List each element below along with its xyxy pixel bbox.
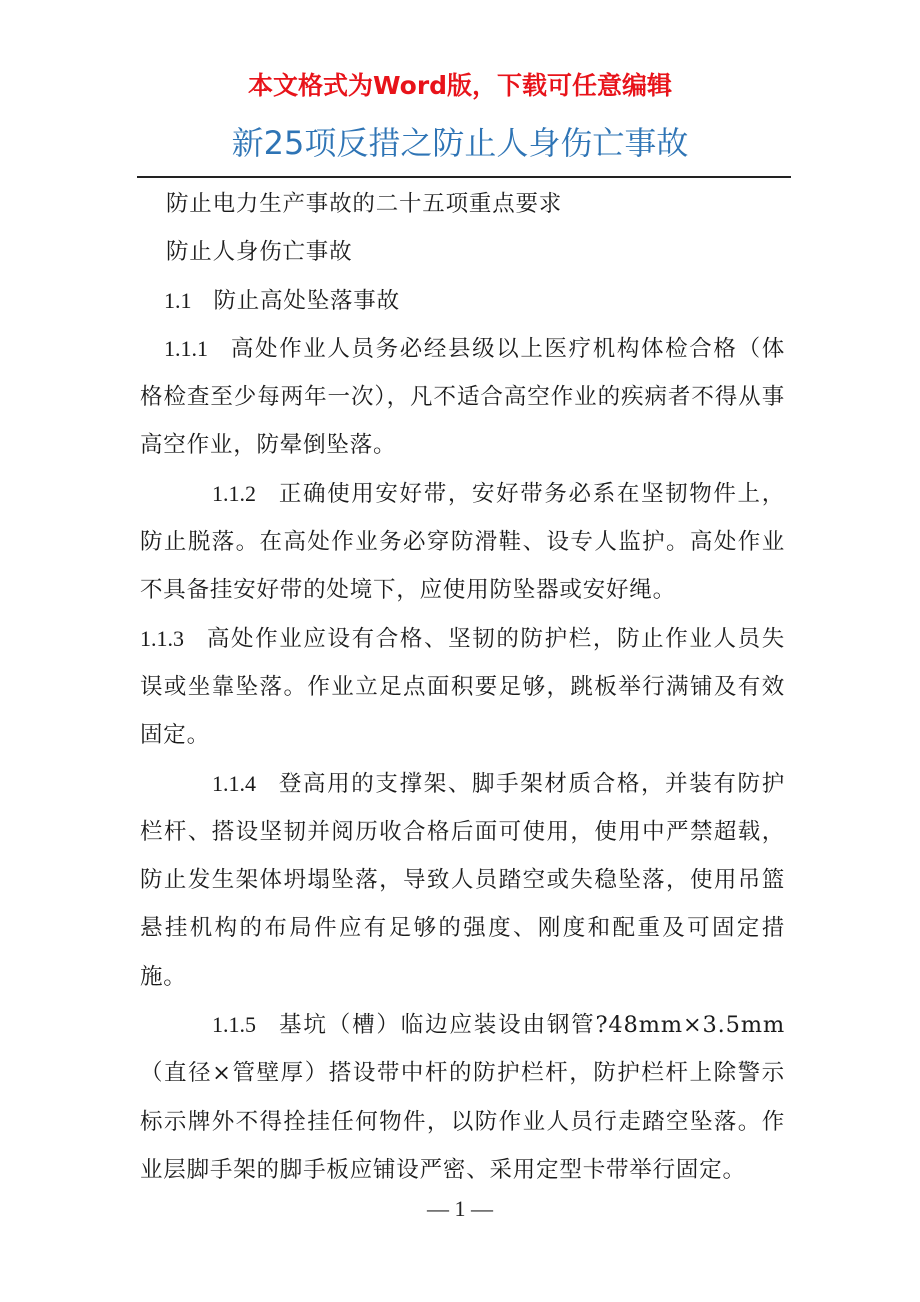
clause-text: 防止高处坠落事故 (213, 287, 400, 314)
clause-number: 1.1 (164, 287, 192, 313)
clause-number: 1.1.1 (164, 335, 208, 361)
clause-number: 1.1.5 (212, 1012, 256, 1038)
download-banner: 本文格式为Word版，下载可任意编辑 (247, 71, 673, 100)
clause-text: 基坑（槽）临边应装设由钢管?48mm×3.5mm（直径×管壁厚）搭设带中杆的防护栏杆，防护栏杆上除警示标示牌外不得拴挂任何物件，以防作业人员行走踏空坠落。作业层脚手架的脚手板应铺设严密、采用定型卡带举行固定。 (140, 1012, 785, 1183)
clause-1-1 (140, 277, 785, 325)
paragraph-intro: 防止电力生产事故的二十五项重点要求 (166, 191, 563, 217)
clause-text: 高处作业应设有合格、坚韧的防护栏，防止作业人员失误或坐靠坠落。作业立足点面积要足够，跳板举行满铺及有效固定。 (140, 625, 785, 749)
clause-number: 1.1.2 (212, 480, 256, 506)
paragraph-section-heading: 防止人身伤亡事故 (166, 239, 353, 266)
clause-1-1-4 (140, 760, 785, 1001)
clause-1-1-5 (140, 1001, 785, 1194)
clause-1-1-2 (140, 470, 785, 615)
document-title: 新25项反措之防止人身伤亡事故 (231, 124, 689, 162)
clause-text: 正确使用安好带，安好带务必系在坚韧物件上，防止脱落。在高处作业务必穿防滑鞋、设专人监护。高处作业不具备挂安好带的处境下，应使用防坠器或安好绳。 (140, 480, 785, 604)
clause-text: 高处作业人员务必经县级以上医疗机构体检合格（体格检查至少每两年一次），凡不适合高空作业的疾病者不得从事高空作业，防晕倒坠落。 (140, 335, 785, 459)
title-divider (137, 176, 791, 178)
clause-1-1-1 (140, 325, 785, 470)
clause-text: 登高用的支撑架、脚手架材质合格，并装有防护栏杆、搭设坚韧并阅历收合格后面可使用，使用中严禁超载，防止发生架体坍塌坠落，导致人员踏空或失稳坠落，使用吊篮悬挂机构的布局件应有足够的强度、刚度和配重及可固定措施。 (140, 770, 785, 990)
clause-1-1-3 (140, 615, 785, 760)
page-number: — 1 — (427, 1196, 493, 1221)
document-body (140, 180, 785, 1194)
clause-number: 1.1.3 (140, 625, 184, 651)
clause-number: 1.1.4 (212, 770, 256, 796)
